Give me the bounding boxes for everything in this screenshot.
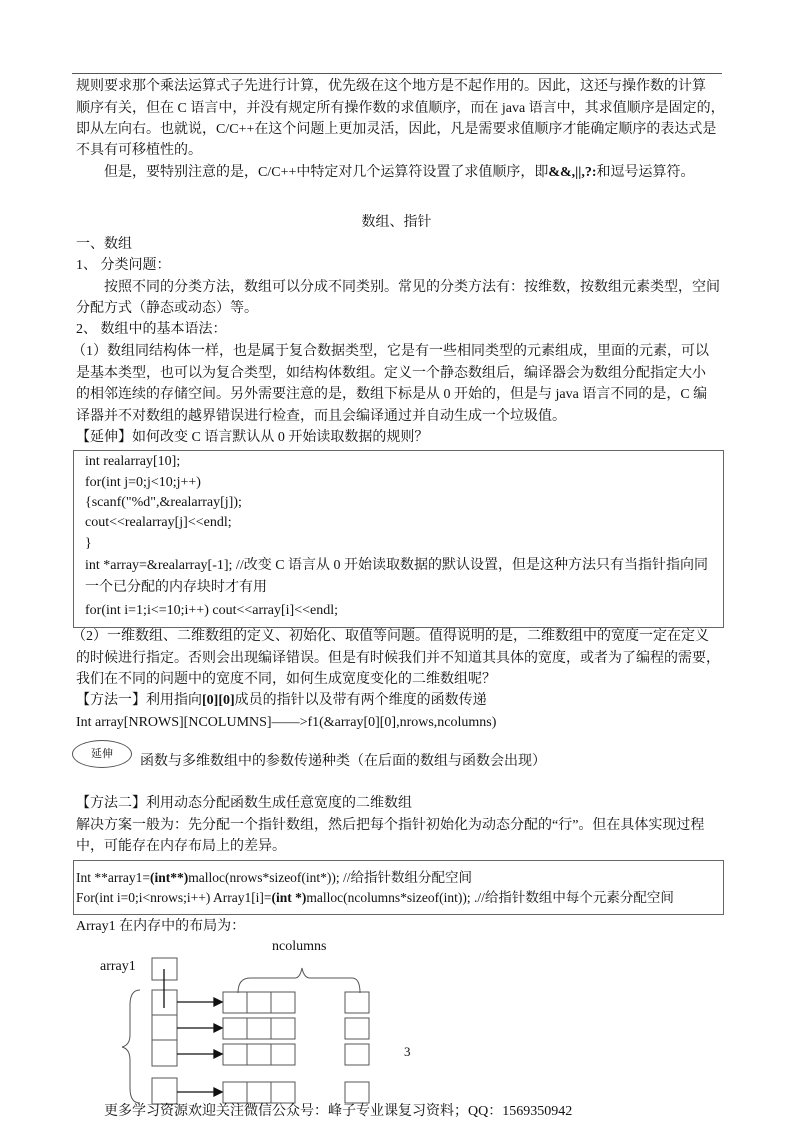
code-cast: (int *) <box>271 890 307 905</box>
row-cells <box>223 992 369 1103</box>
page-number: 3 <box>404 1044 411 1059</box>
intro-line: 规则要求那个乘法运算式子先进行计算，优先级在这个地方是不起作用的。因此，这还与操作数的计算 <box>76 79 706 94</box>
paragraph-line: 的时候进行指定。否则会出现编译错误。但是有时候我们并不知道其具体的宽度，或者为了编程的需要， <box>76 651 720 666</box>
paragraph-line: 是基本类型，也可以为复合类型，如结构体数组。定义一个静态数组后，编译器会为数组分配指定大小 <box>76 366 706 381</box>
subheading-classification: 1、 分类问题： <box>76 258 171 273</box>
paragraph-line: 译器并不对数组的越界错误进行检查，而且会编译通过并自动生成一个垃圾值。 <box>76 409 566 424</box>
code-line: for(int j=0;j<10;j++) <box>85 475 201 490</box>
pointer-arrows <box>164 969 222 1096</box>
code-line: for(int i=1;i<=10;i++) cout<<array[i]<<endl; <box>85 603 338 618</box>
code-text: malloc(nrows*sizeof(int*)); //给指针数组分配空间 <box>188 870 473 885</box>
section-title: 数组、指针 <box>361 215 432 230</box>
code-line: {scanf("%d",&realarray[j]); <box>85 495 242 510</box>
intro-line: 不具有可移植性的。 <box>76 143 202 158</box>
paragraph-line: 中，可能存在内存布局上的差异。 <box>76 839 286 854</box>
code-line: } <box>85 536 92 551</box>
paragraph-line: 按照不同的分类方法，数组可以分成不同类别。常见的分类方法有：按维数，按数组元素类型，空间 <box>104 280 720 295</box>
method1-code: Int array[NROWS][NCOLUMNS]——>f1(&array[0][0],nrows,ncolumns) <box>76 715 497 730</box>
paragraph-line: 分配方式（静态或动态）等。 <box>76 301 258 316</box>
footer-text: 更多学习资源欢迎关注微信公众号：峰子专业课复习资料；QQ：1569350942 <box>104 1104 573 1119</box>
code-line: int *array=&realarray[-1]; //改变 C 语言从 0 开始读取数据的默认设置，但是这种方法只有当指针指向同 <box>85 558 709 573</box>
code-cast: (int**) <box>149 870 189 885</box>
row-pointer-cell <box>152 1040 177 1066</box>
method2-title: 【方法二】利用动态分配函数生成任意宽度的二维数组 <box>76 796 412 811</box>
nrows-brace <box>122 990 140 1103</box>
extension-question: 【延伸】如何改变 C 语言默认从 0 开始读取数据的规则？ <box>76 430 429 445</box>
code-text: Int **array1= <box>76 870 150 885</box>
paragraph-line: 我们在不同的问题中的宽度不同，如何生成宽度变化的二维数组呢？ <box>76 672 496 687</box>
paragraph-line: 解决方案一般为：先分配一个指针数组，然后把每个指针初始化为动态分配的“行”。但在具体实现过程 <box>76 818 705 833</box>
code-text: For(int i=0;i<nrows;i++) Array1[i]= <box>76 890 272 905</box>
ncolumns-brace <box>238 968 360 993</box>
method1-index: [0][0] <box>202 693 235 708</box>
intro-line: 顺序有关，但在 C 语言中，并没有规定所有操作数的求值顺序，而在 java 语言中，其求值顺序是固定的， <box>76 101 725 116</box>
ncolumns-label: ncolumns <box>272 939 327 954</box>
method1-text: 成员的指针以及带有两个维度的函数传递 <box>234 693 487 708</box>
note-text: 和逗号运算符。 <box>596 165 695 180</box>
row-pointer-cell <box>152 1078 177 1104</box>
paragraph-line: 的相邻连续的存储空间。另外需要注意的是，数组下标是从 0 开始的，但是与 java 语言不同的是，C 编 <box>76 387 708 402</box>
code-text: malloc(ncolumns*sizeof(int)); .//给指针数组中每个元素分配空间 <box>306 890 674 905</box>
paragraph-line: （2）一维数组、二维数组的定义、初始化、取值等问题。值得说明的是，二维数组中的宽度一定在定义 <box>72 629 709 644</box>
layout-caption: Array1 在内存中的布局为： <box>76 919 246 934</box>
array1-label: array1 <box>100 959 136 974</box>
paragraph-line: （1）数组同结构体一样，也是属于复合数据类型，它是有一些相同类型的元素组成，里面的元素，可以 <box>72 344 709 359</box>
extension-badge: 延伸 <box>72 740 132 768</box>
intro-line: 即从左向右。也就说，C/C++在这个问题上更加灵活，因此，凡是需要求值顺序才能确定顺序的表达式是 <box>76 122 717 137</box>
operators: &&,||,?: <box>548 165 597 180</box>
note-text: 但是，要特别注意的是，C/C++中特定对几个运算符设置了求值顺序，即 <box>104 165 549 180</box>
code-line: cout<<realarray[j]<<endl; <box>85 515 232 530</box>
method1-text: 【方法一】利用指向 <box>76 693 202 708</box>
extension-text: 函数与多维数组中的参数传递种类（在后面的数组与函数会出现） <box>140 754 546 769</box>
heading-arrays: 一、数组 <box>76 237 132 252</box>
code-line: 一个已分配的内存块时才有用 <box>85 580 267 595</box>
code-line: int realarray[10]; <box>85 454 181 469</box>
subheading-syntax: 2、 数组中的基本语法： <box>76 322 227 337</box>
row-pointer-cell <box>152 1015 177 1040</box>
